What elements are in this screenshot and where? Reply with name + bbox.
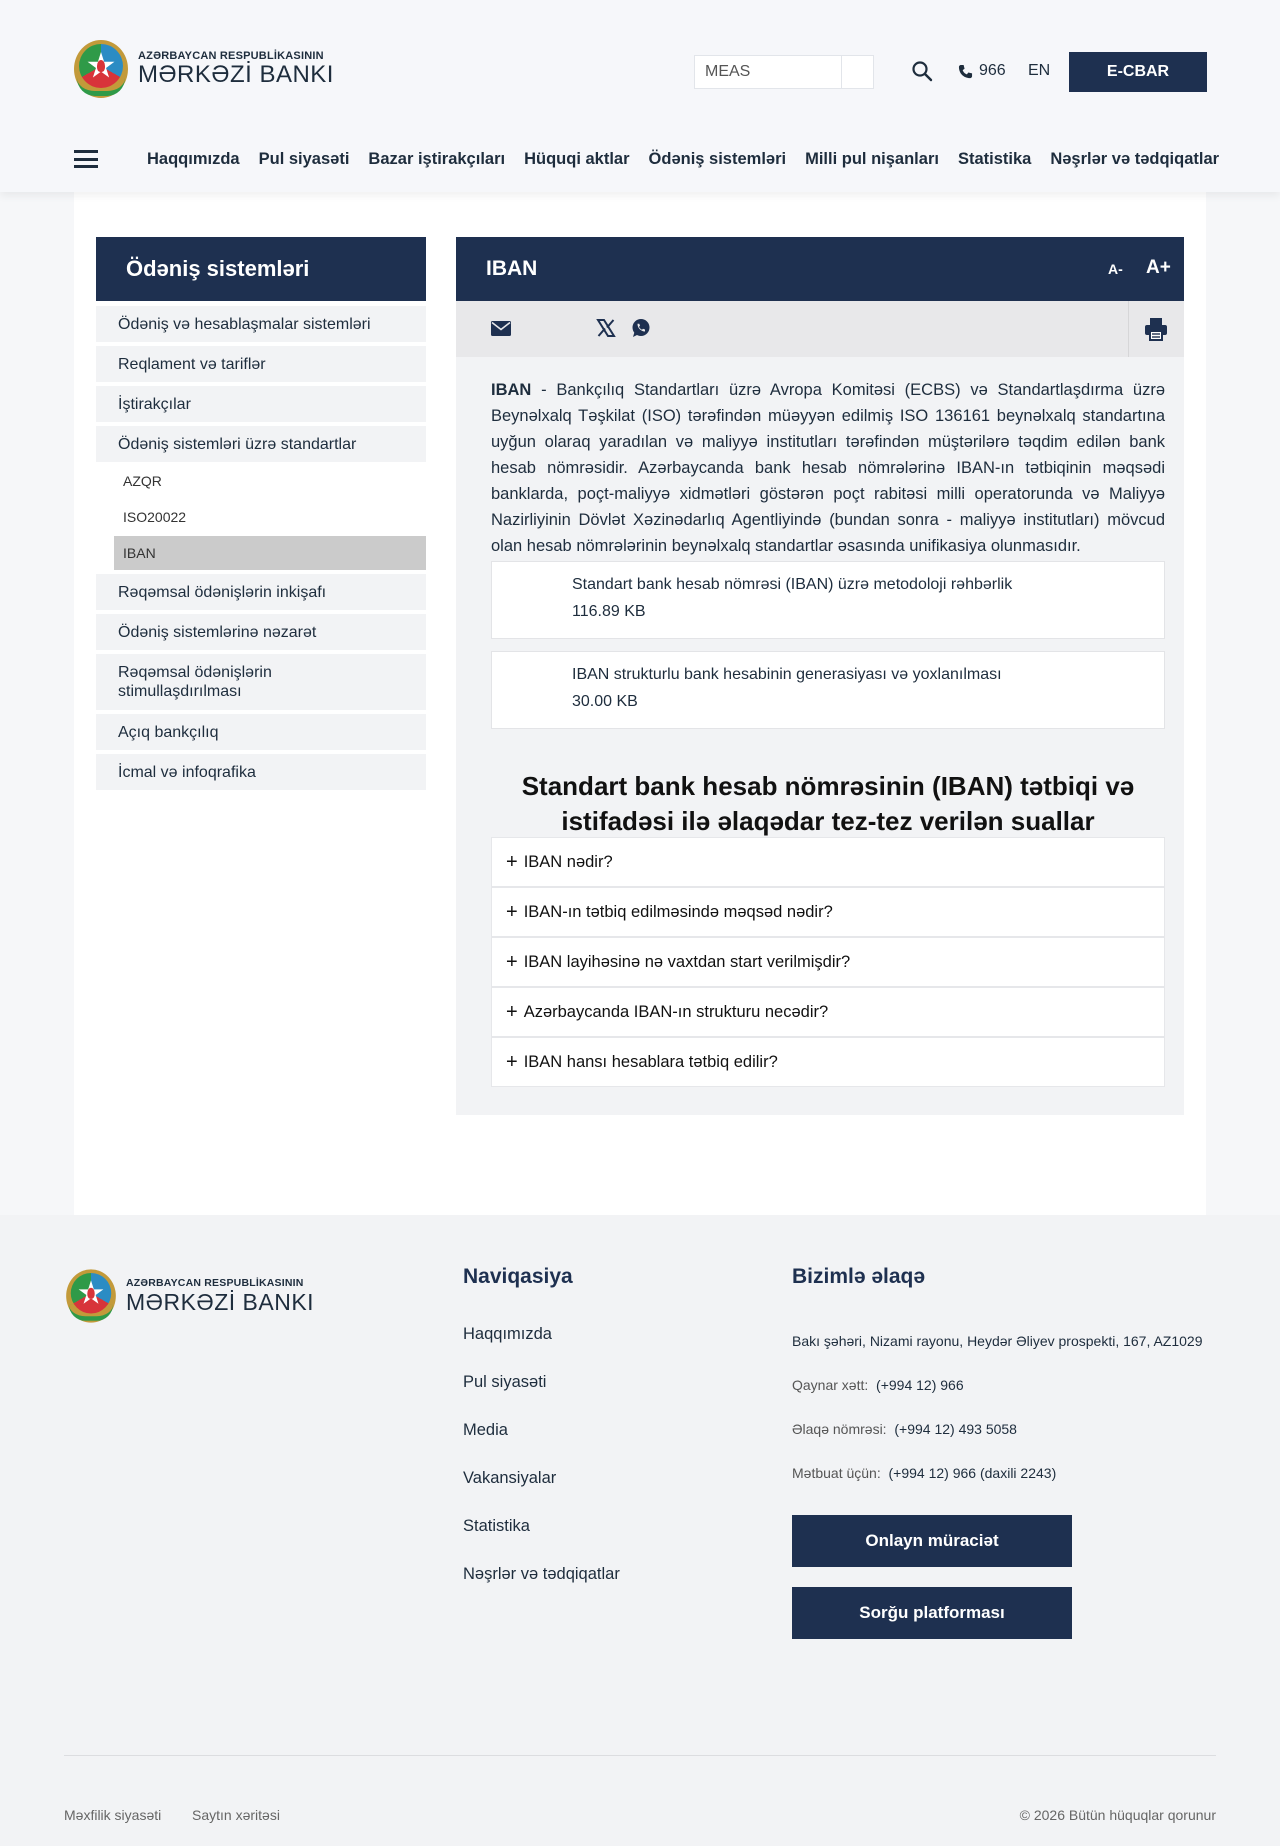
faq-question: IBAN-ın tətbiq edilməsində məqsəd nədir? <box>523 902 833 921</box>
plus-icon: + <box>506 1001 518 1023</box>
file-size: 116.89 KB <box>572 603 646 620</box>
footer-divider <box>64 1755 1216 1756</box>
footer-logo-title: MƏRKƏZİ BANKI <box>126 1289 315 1315</box>
footer-contact-number <box>792 1421 1017 1437</box>
sidebar-item[interactable]: Açıq bankçılıq <box>96 714 426 750</box>
hotline-link[interactable] <box>958 62 1006 80</box>
search-icon[interactable] <box>911 60 933 82</box>
search-input[interactable] <box>695 56 841 88</box>
footer-nav-link[interactable]: Statistika <box>463 1517 530 1535</box>
faq-item[interactable] <box>491 937 1165 987</box>
sidebar-item[interactable]: Rəqəmsal ödənişlərin stimullaşdırılması <box>96 654 426 710</box>
site-footer <box>0 1215 1280 1846</box>
nav-item[interactable]: Statistika <box>957 150 1032 168</box>
contact-label: Əlaqə nömrəsi: <box>792 1421 887 1437</box>
press-value[interactable]: (+994 12) 966 (daxili 2243) <box>888 1465 1057 1481</box>
whatsapp-icon[interactable] <box>630 317 652 339</box>
file-attachment[interactable] <box>491 561 1165 639</box>
faq-title: Standart bank hesab nömrəsinin (IBAN) tətbiqi və istifadəsi ilə əlaqədar tez-tez verilən suallar <box>521 771 1135 836</box>
search-clear-area[interactable] <box>841 56 873 88</box>
query-platform-button[interactable]: Sorğu platforması <box>792 1587 1072 1639</box>
file-attachment[interactable] <box>491 651 1165 729</box>
faq-question: IBAN layihəsinə nə vaxtdan start verilmişdir? <box>523 952 851 971</box>
main-nav <box>147 150 1219 169</box>
faq-item[interactable] <box>491 987 1165 1037</box>
state-emblem-icon <box>74 38 128 100</box>
footer-nav-title: Naviqasiya <box>463 1265 573 1288</box>
privacy-link[interactable]: Məxfilik siyasəti <box>64 1807 162 1823</box>
main-container <box>74 192 1206 1215</box>
search-box <box>694 55 874 89</box>
footer-nav-link[interactable]: Nəşrlər və tədqiqatlar <box>463 1565 620 1583</box>
file-size: 30.00 KB <box>572 693 638 710</box>
sidebar-item[interactable]: Rəqəmsal ödənişlərin inkişafı <box>96 574 426 610</box>
sidebar-subitem-active[interactable]: IBAN <box>114 536 426 570</box>
mail-icon[interactable] <box>491 321 511 336</box>
article-body <box>491 377 1165 559</box>
nav-item[interactable]: Pul siyasəti <box>258 150 350 168</box>
faq-question: IBAN nədir? <box>523 852 613 871</box>
faq-question: Azərbaycanda IBAN-ın strukturu necədir? <box>523 1002 829 1021</box>
plus-icon: + <box>506 901 518 923</box>
sidebar-item[interactable]: Ödəniş sistemlərinə nəzarət <box>96 614 426 650</box>
sidebar-item[interactable]: Reqlament və tariflər <box>96 346 426 382</box>
online-request-button[interactable]: Onlayn müraciət <box>792 1515 1072 1567</box>
state-emblem-icon <box>66 1267 116 1324</box>
nav-item[interactable]: Ödəniş sistemləri <box>648 150 787 168</box>
file-name: IBAN strukturlu bank hesabinin generasiyası və yoxlanılması <box>572 666 1002 683</box>
press-label: Mətbuat üçün: <box>792 1465 881 1481</box>
ecbar-button[interactable]: E-CBAR <box>1069 52 1207 92</box>
print-button[interactable] <box>1128 301 1184 357</box>
footer-press <box>792 1465 1056 1481</box>
sidebar-item[interactable]: Ödəniş və hesablaşmalar sistemləri <box>96 306 426 342</box>
site-header <box>0 0 1280 192</box>
footer-nav-link[interactable]: Vakansiyalar <box>463 1469 557 1487</box>
sidebar-subitem[interactable]: ISO20022 <box>123 509 187 525</box>
article-header <box>456 237 1184 301</box>
font-decrease-button[interactable]: A- <box>1108 261 1123 277</box>
hotline-number: 966 <box>979 62 1006 79</box>
font-increase-button[interactable]: A+ <box>1146 257 1171 278</box>
nav-item[interactable]: Bazar iştirakçıları <box>368 150 506 168</box>
plus-icon: + <box>506 951 518 973</box>
nav-item[interactable]: Nəşrlər və tədqiqatlar <box>1050 150 1220 168</box>
print-icon <box>1144 317 1168 341</box>
footer-hotline <box>792 1377 964 1393</box>
plus-icon: + <box>506 851 518 873</box>
footer-contact-title: Bizimlə əlaqə <box>792 1265 926 1288</box>
article <box>456 237 1184 1115</box>
footer-logo-subtitle: AZƏRBAYCAN RESPUBLİKASININ <box>126 1277 304 1289</box>
faq-question: IBAN hansı hesablara tətbiq edilir? <box>523 1052 778 1071</box>
faq-item[interactable] <box>491 1037 1165 1087</box>
sidebar-item[interactable]: Ödəniş sistemləri üzrə standartlar <box>96 426 426 462</box>
hotline-label: Qaynar xətt: <box>792 1377 869 1393</box>
x-twitter-icon[interactable] <box>596 318 616 338</box>
article-text: - Bankçılıq Standartları üzrə Avropa Komitəsi (ECBS) və Standartlaşdırma üzrə Beynəlxalq Təşkilat (ISO) tərəfindən müəyyən edilmiş ISO 136161 beynəlxalq standartına uyğun olaraq yaradılan və maliyyə institutları tərəfindən müştərilərə təqdim edilən bank hesab nömrəsidir. Azərbaycanda bank hesab nömrələrinə IBAN-ın tətbiqinin məqsədi banklarda, poçt-maliyyə xidmətləri göstərən poçt rabitəsi milli operatorunda və Maliyyə Nazirliyinin Dövlət Xəzinədarlıq Agentliyində (bundan sonra - maliyyə institutları) mövcud olan hesab nömrələrinin beynəlxalq standartlar əsasında unifikasiya olunmasıdır. <box>491 381 1165 555</box>
footer-nav-link[interactable]: Media <box>463 1421 508 1439</box>
file-name: Standart bank hesab nömrəsi (IBAN) üzrə metodoloji rəhbərlik <box>572 576 1013 593</box>
logo-subtitle: AZƏRBAYCAN RESPUBLİKASININ <box>138 50 324 62</box>
footer-logo[interactable] <box>64 1265 314 1327</box>
sitemap-link[interactable]: Saytın xəritəsi <box>192 1807 280 1823</box>
faq-item[interactable] <box>491 837 1165 887</box>
footer-nav-link[interactable]: Haqqımızda <box>463 1325 552 1343</box>
article-lead: IBAN <box>491 381 532 399</box>
copyright: © 2026 Bütün hüquqlar qorunur <box>1019 1807 1216 1823</box>
menu-icon[interactable] <box>74 150 98 168</box>
site-logo[interactable] <box>74 38 334 100</box>
faq-item[interactable] <box>491 887 1165 937</box>
hotline-value[interactable]: (+994 12) 966 <box>876 1377 964 1393</box>
share-bar <box>456 301 1184 357</box>
logo-title: MƏRKƏZİ BANKI <box>138 61 334 88</box>
nav-item[interactable]: Haqqımızda <box>147 150 240 168</box>
sidebar-item[interactable]: İştirakçılar <box>96 386 426 422</box>
phone-icon <box>958 64 973 79</box>
sidebar-item[interactable]: İcmal və infoqrafika <box>96 754 426 790</box>
nav-item[interactable]: Hüquqi aktlar <box>524 150 630 168</box>
plus-icon: + <box>506 1051 518 1073</box>
language-switch[interactable]: EN <box>1028 62 1051 79</box>
sidebar-title: Ödəniş sistemləri <box>96 237 426 301</box>
contact-value[interactable]: (+994 12) 493 5058 <box>894 1421 1017 1437</box>
nav-item[interactable]: Milli pul nişanları <box>805 150 939 168</box>
sidebar-subitem[interactable]: AZQR <box>123 473 162 489</box>
page-title: IBAN <box>486 257 538 280</box>
footer-address: Bakı şəhəri, Nizami rayonu, Heydər Əliyev prospekti, 167, AZ1029 <box>792 1333 1203 1349</box>
footer-nav-link[interactable]: Pul siyasəti <box>463 1373 547 1391</box>
